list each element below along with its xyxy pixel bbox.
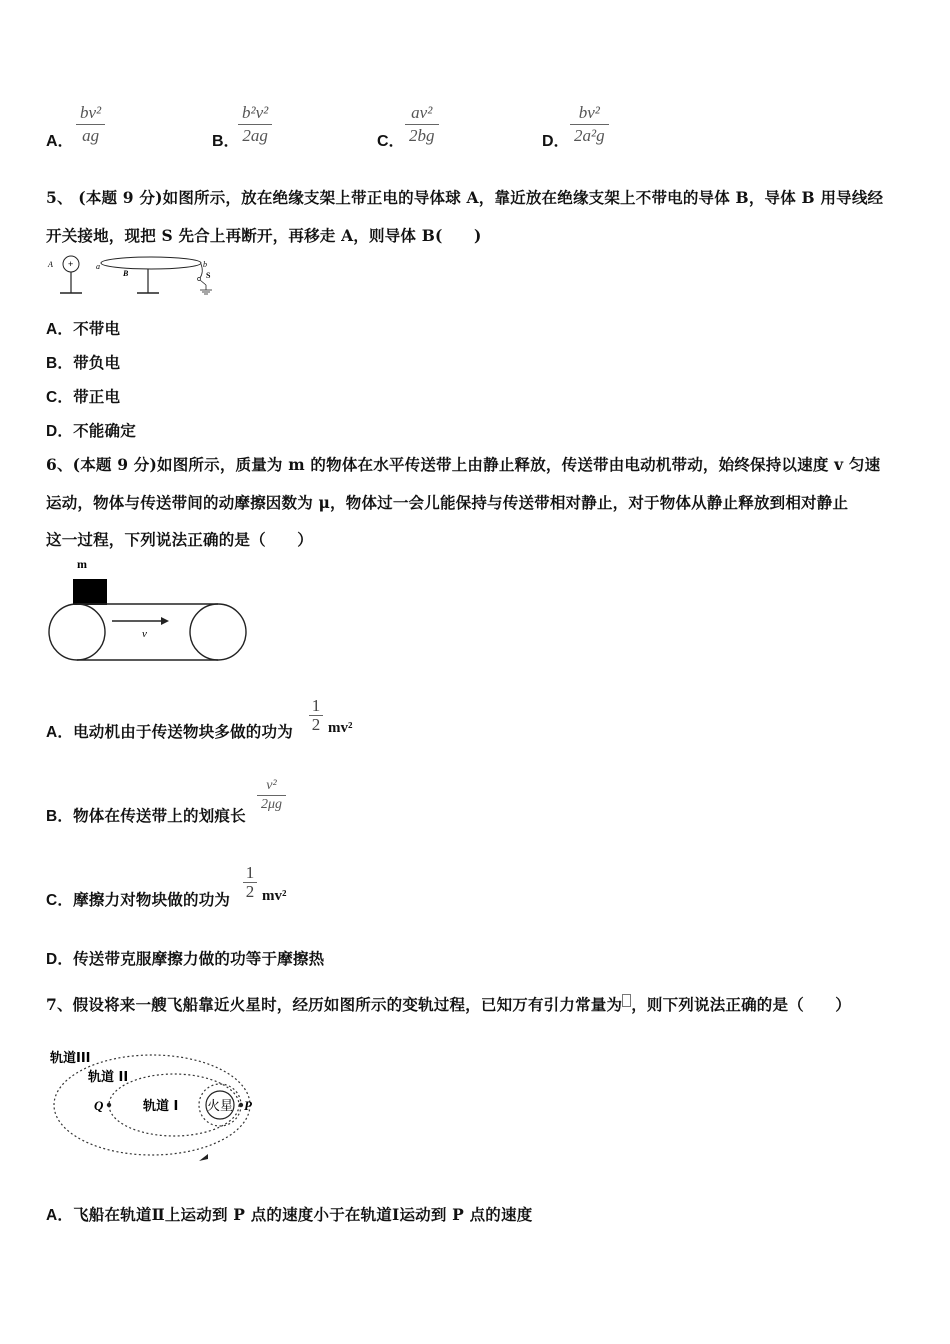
q5-figure-label-a-ball: A — [48, 260, 53, 269]
q7-point-p — [239, 1103, 243, 1107]
q6-option-b-letter: B． — [46, 808, 74, 825]
q6-option-c — [46, 888, 230, 910]
q5-stem-line-1: 5、 (本题 9 分)如图所示，放在绝缘支架上带正电的导体球 A，靠近放在绝缘支架上不带电的导体 B，导体 B 用导线经 — [46, 188, 884, 207]
q6-option-d-text: 传送带克服摩擦力做的功等于摩擦热 — [73, 949, 325, 968]
q7-option-a — [46, 1203, 532, 1225]
q5-option-b-text: 带负电 — [73, 353, 121, 372]
q4-option-c-denominator: 2bg — [409, 126, 435, 145]
q6-option-b-denominator: 2μg — [261, 797, 283, 812]
q6-option-a-denominator: 2 — [311, 715, 321, 734]
q5-option-a-letter: A． — [46, 321, 74, 338]
q5-figure-label-b-end: b — [203, 260, 207, 269]
q6-right-roller — [190, 604, 246, 660]
q5-conductor-b — [101, 257, 201, 269]
q4-option-a-numerator: bv² — [80, 103, 102, 122]
q7-label-orbit-3: 轨道III — [50, 1051, 91, 1066]
q4-option-d-numerator: bv² — [578, 103, 600, 122]
q7-label-orbit-2: 轨道 II — [88, 1070, 129, 1085]
q5-figure-label-b: B — [123, 269, 129, 278]
q4-option-b-letter: B． — [212, 133, 240, 150]
q6-mass-block — [73, 579, 107, 605]
q6-option-c-fraction — [243, 864, 257, 901]
q6-option-a-numerator: 1 — [311, 696, 321, 715]
q7-stem-part-b: ，则下列说法正确的是（ ） — [631, 995, 852, 1014]
q6-option-b-text: 物体在传送带上的划痕长 — [73, 806, 246, 825]
q5-figure-label-plus: + — [68, 259, 74, 269]
q7-label-q: Q — [94, 1098, 104, 1113]
q6-option-a-text: 电动机由于传送物块多做的功为 — [73, 722, 293, 741]
q7-label-p: P — [244, 1098, 252, 1113]
q6-option-b-numerator: v² — [266, 778, 277, 793]
q7-point-q — [107, 1103, 111, 1107]
q4-option-d-denominator: 2a²g — [574, 126, 605, 145]
q6-option-a-letter: A． — [46, 724, 74, 741]
q7-label-orbit-1: 轨道 I — [143, 1099, 179, 1114]
q6-option-c-numerator: 1 — [245, 863, 255, 882]
q5-figure-label-a-end: a — [96, 262, 100, 271]
q6-figure-label-v: v — [142, 628, 147, 640]
q6-option-d — [46, 947, 324, 969]
q6-figure-label-m: m — [77, 557, 87, 571]
q5-option-d — [46, 419, 136, 441]
q6-left-roller — [49, 604, 105, 660]
q6-option-c-text: 摩擦力对物块做的功为 — [73, 890, 231, 909]
q5-option-c — [46, 385, 120, 407]
q7-option-a-letter: A． — [46, 1207, 74, 1224]
q5-option-b-letter: B． — [46, 355, 74, 372]
q7-orbit-figure — [48, 1040, 278, 1170]
q6-option-b-fraction — [257, 778, 286, 813]
q4-option-c-fraction — [405, 103, 439, 146]
q6-option-a — [46, 720, 293, 742]
q6-stem-line-1: 6、(本题 9 分)如图所示，质量为 m 的物体在水平传送带上由静止释放，传送带由电动机带动，始终保持以速度 v 匀速 — [46, 455, 881, 474]
q7-direction-arrow — [199, 1154, 208, 1161]
q5-stem-line-2: 开关接地，现把 S 先合上再断开，再移走 A，则导体 B( ) — [46, 226, 482, 245]
q6-conveyor-figure — [44, 556, 254, 664]
q5-option-d-letter: D． — [46, 423, 74, 440]
q6-option-b — [46, 804, 246, 826]
q6-option-d-letter: D． — [46, 951, 74, 968]
q5-option-c-text: 带正电 — [73, 387, 121, 406]
q4-option-b-denominator: 2ag — [242, 126, 268, 145]
q6-option-a-fraction — [309, 697, 323, 734]
q6-stem-line-3: 这一过程，下列说法正确的是（ ） — [46, 530, 313, 549]
q5-option-d-text: 不能确定 — [73, 421, 136, 440]
q5-figure-label-s: S — [206, 271, 211, 280]
q5-option-a — [46, 317, 120, 339]
q5-option-a-text: 不带电 — [73, 319, 121, 338]
q4-option-d-fraction — [570, 103, 609, 146]
q5-switch-s — [200, 280, 206, 285]
q6-option-c-letter: C． — [46, 892, 74, 909]
q7-stem-part-a: 7、假设将来一艘飞船靠近火星时，经历如图所示的变轨过程，已知万有引力常量为 — [46, 995, 623, 1014]
q4-option-a-letter: A． — [46, 133, 74, 150]
q6-option-c-denominator: 2 — [245, 882, 255, 901]
q4-option-a-denominator: ag — [82, 126, 100, 145]
q7-option-a-text: 飞船在轨道Ⅱ上运动到 P 点的速度小于在轨道Ⅰ运动到 P 点的速度 — [73, 1205, 533, 1224]
q5-option-c-letter: C． — [46, 389, 74, 406]
q4-option-b-numerator: b²v² — [242, 103, 269, 122]
q4-option-a-fraction — [76, 103, 105, 146]
q5-figure — [44, 252, 224, 300]
q4-option-b-fraction — [238, 103, 272, 146]
q4-option-d-letter: D． — [542, 133, 570, 150]
q7-stem-line-1 — [46, 993, 851, 1015]
q7-label-mars: 火星 — [207, 1099, 234, 1114]
q4-option-c-numerator: av² — [411, 103, 433, 122]
q5-option-b — [46, 351, 120, 373]
missing-glyph-icon — [622, 994, 631, 1007]
q6-option-c-tail: mv² — [262, 888, 287, 904]
q6-stem-line-2: 运动，物体与传送带间的动摩擦因数为 μ，物体过一会儿能保持与传送带相对静止，对于物体从静止释放到相对静止 — [46, 493, 849, 512]
q4-option-c-letter: C． — [377, 133, 405, 150]
q6-option-a-tail: mv² — [328, 720, 353, 736]
